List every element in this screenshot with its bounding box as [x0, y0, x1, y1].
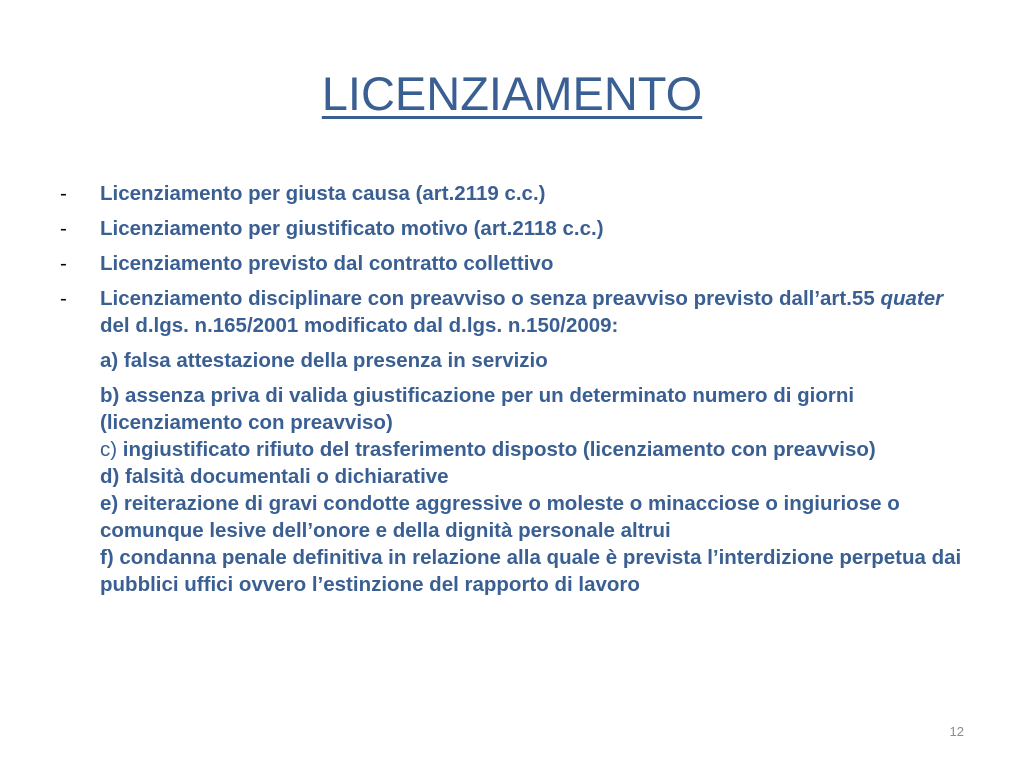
- bullet-dash: -: [60, 252, 67, 275]
- slide-title-text: LICENZIAMENTO: [321, 67, 703, 120]
- bullet-text-part: Licenziamento disciplinare con preavviso o senza preavviso previsto dall’art.55: [100, 287, 881, 310]
- subitem-c-prefix: c): [100, 438, 118, 461]
- subitem-e: e) reiterazione di gravi condotte aggressive o moleste o minacciose o ingiuriose o comunque lesive dell’onore e della dignità personale altrui: [100, 492, 900, 542]
- bullet-item: [56, 250, 976, 277]
- bullet-text: Licenziamento per giustificato motivo (art.2118 c.c.): [100, 217, 604, 240]
- bullet-item: [56, 180, 976, 207]
- slide-title: [0, 64, 1024, 124]
- bullet-text: Licenziamento per giusta causa (art.2119 c.c.): [100, 182, 546, 205]
- page-number: 12: [949, 724, 964, 739]
- subitem-f: f) condanna penale definitiva in relazione alla quale è prevista l’interdizione perpetua dai pubblici uffici ovvero l’estinzione del rapporto di lavoro: [100, 546, 962, 596]
- bullet-item: [56, 215, 976, 242]
- subitem-c: [100, 436, 976, 463]
- bullet-dash: -: [60, 217, 67, 240]
- slide-content: [56, 180, 976, 598]
- bullet-dash: -: [60, 287, 67, 310]
- subitem-c-text: ingiustificato rifiuto del trasferimento disposto (licenziamento con preavviso): [117, 438, 876, 461]
- subitem-d: d) falsità documentali o dichiarative: [100, 465, 449, 488]
- bullet-item: [56, 285, 976, 339]
- bullet-text: [100, 285, 976, 339]
- subitem-a: a) falsa attestazione della presenza in servizio: [100, 349, 548, 372]
- subitem-b: b) assenza priva di valida giustificazione per un determinato numero di giorni (licenziamento con preavviso): [100, 384, 855, 434]
- bullet-text: Licenziamento previsto dal contratto collettivo: [100, 252, 554, 275]
- bullet-text-italic: quater: [880, 287, 944, 310]
- bullet-dash: -: [60, 182, 67, 205]
- bullet-text-part: del d.lgs. n.165/2001 modificato dal d.lgs. n.150/2009:: [100, 314, 619, 337]
